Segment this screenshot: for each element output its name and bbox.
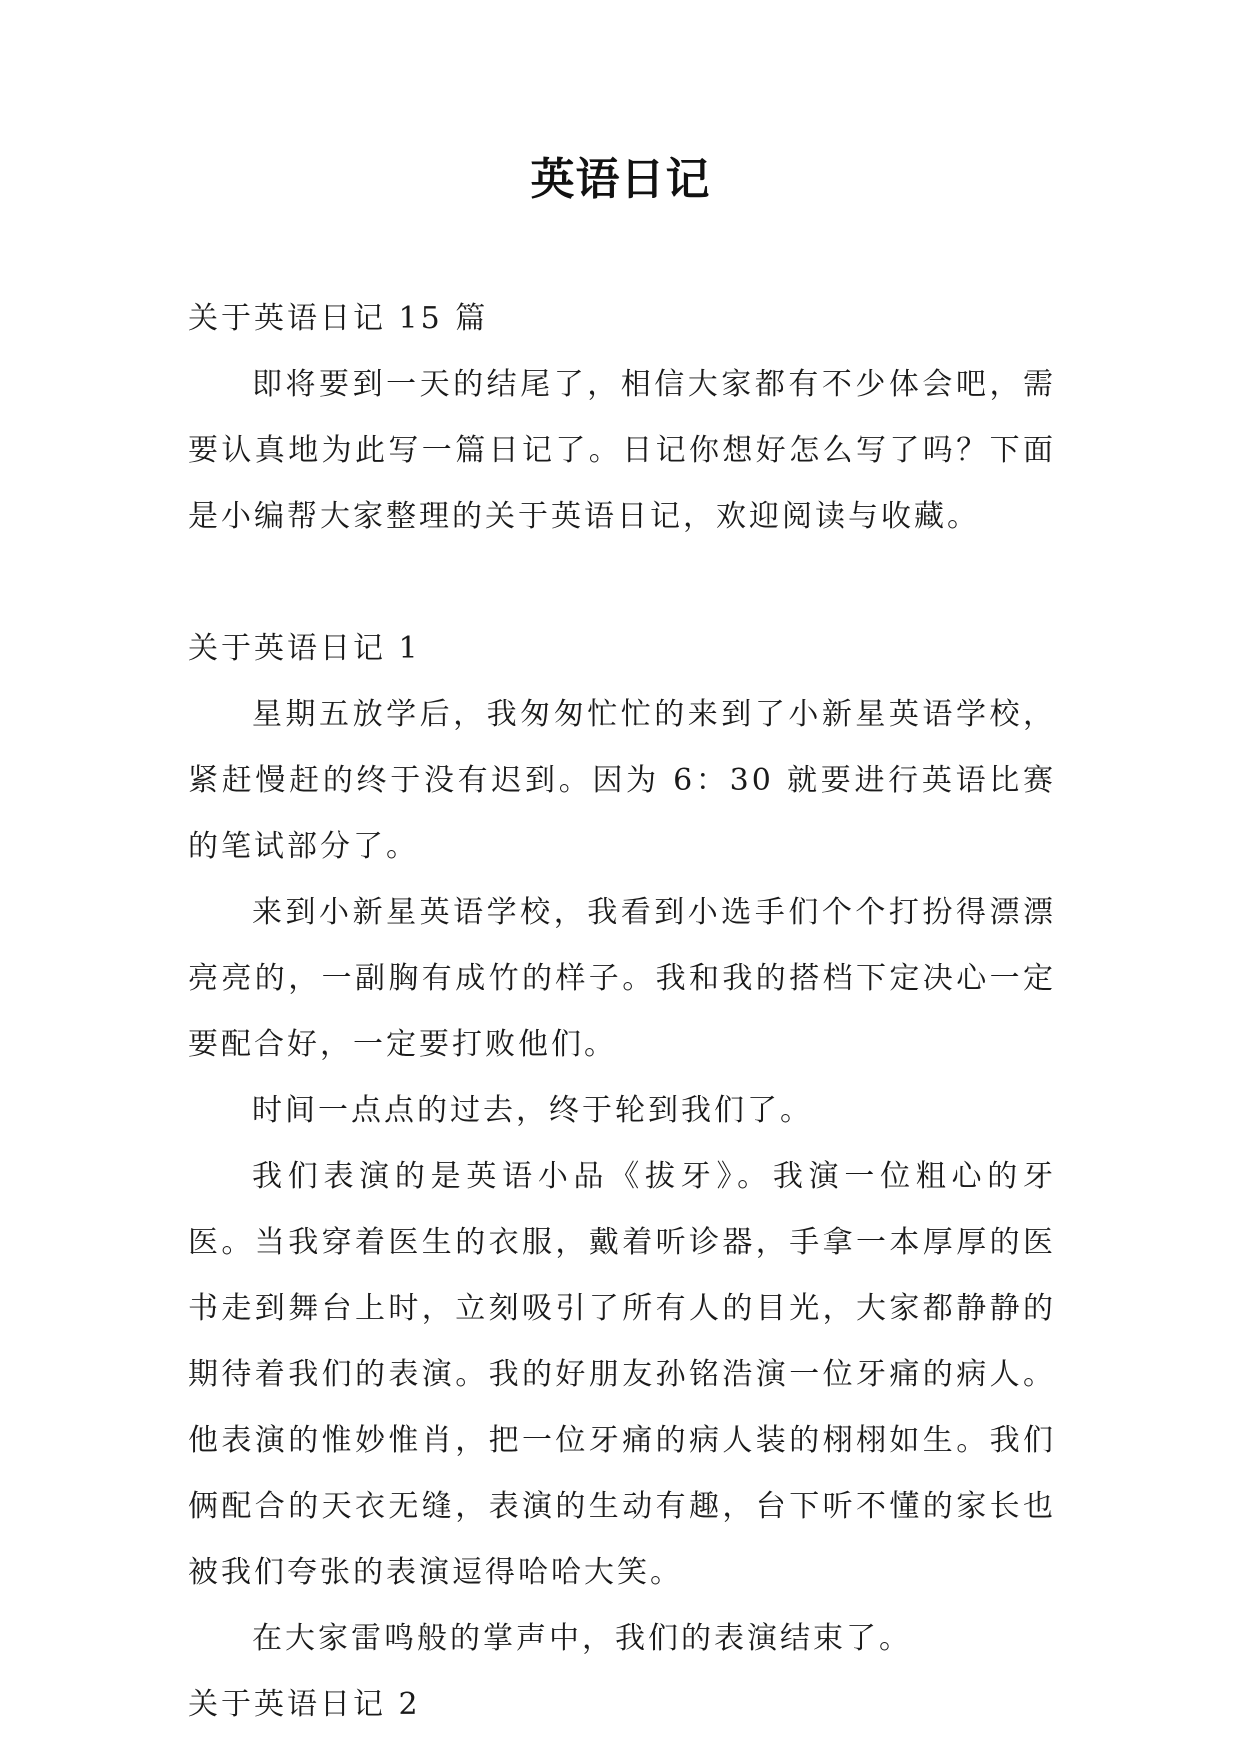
section-1-paragraph-2: 来到小新星英语学校，我看到小选手们个个打扮得漂漂亮亮的，一副胸有成竹的样子。我和我的搭档下定决心一定要配合好，一定要打败他们。 xyxy=(188,895,1056,1062)
section-1-paragraph-1: 星期五放学后，我匆匆忙忙的来到了小新星英语学校，紧赶慢赶的终于没有迟到。因为 6：30 就要进行英语比赛的笔试部分了。 xyxy=(188,697,1056,864)
document-body xyxy=(188,286,1056,1738)
section-heading-2: 关于英语日记 2 xyxy=(188,1687,421,1722)
section-1-paragraph-5: 在大家雷鸣般的掌声中，我们的表演结束了。 xyxy=(252,1621,912,1656)
intro-paragraph: 即将要到一天的结尾了，相信大家都有不少体会吧，需要认真地为此写一篇日记了。日记你想好怎么写了吗？下面是小编帮大家整理的关于英语日记，欢迎阅读与收藏。 xyxy=(188,367,1056,534)
section-heading-1: 关于英语日记 1 xyxy=(188,631,421,666)
document-title: 英语日记 xyxy=(530,154,711,205)
section-1-paragraph-3: 时间一点点的过去，终于轮到我们了。 xyxy=(252,1093,813,1128)
section-spacer xyxy=(188,550,1056,616)
section-1-paragraph-4: 我们表演的是英语小品《拔牙》。我演一位粗心的牙医。当我穿着医生的衣服，戴着听诊器，手拿一本厚厚的医书走到舞台上时，立刻吸引了所有人的目光，大家都静静的期待着我们的表演。我的好朋友孙铭浩演一位牙痛的病人。他表演的惟妙惟肖，把一位牙痛的病人装的栩栩如生。我们俩配合的天衣无缝，表演的生动有趣，台下听不懂的家长也被我们夸张的表演逗得哈哈大笑。 xyxy=(188,1159,1056,1590)
intro-heading: 关于英语日记 15 篇 xyxy=(188,301,489,336)
